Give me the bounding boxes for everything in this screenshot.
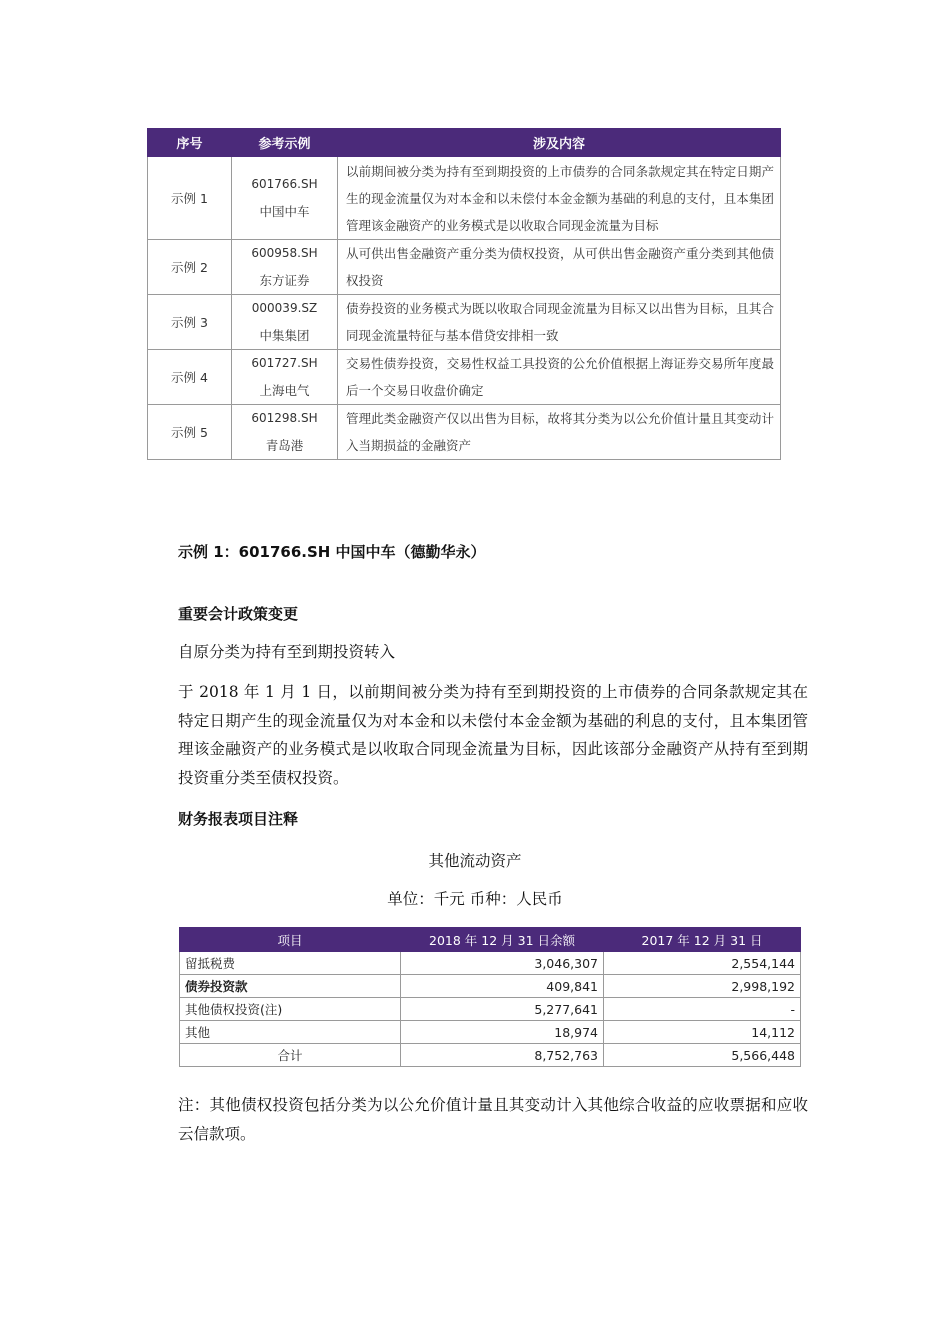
company-name: 青岛港 [265,438,304,453]
example-reference [232,295,338,350]
table-row [180,975,801,998]
stock-code: 601727.SH [251,356,318,370]
table-row-total [180,1044,801,1067]
table-row [148,350,781,405]
value-2017: - [604,998,801,1021]
value-2017: 2,554,144 [604,952,801,975]
example-index: 示例 4 [148,350,232,405]
table-row [148,240,781,295]
item-label: 其他债权投资(注) [180,998,401,1021]
item-label: 合计 [180,1044,401,1067]
value-2018: 18,974 [401,1021,604,1044]
stock-code: 601298.SH [251,411,318,425]
reclass-line: 自原分类为持有至到期投资转入 [178,643,396,661]
item-label: 其他 [180,1021,401,1044]
header-reference: 参考示例 [232,129,338,157]
value-2017: 5,566,448 [604,1044,801,1067]
footnote: 注：其他债权投资包括分类为以公允价值计量且其变动计入其他综合收益的应收票据和应收云信款项。 [178,1096,808,1143]
policy-paragraph: 于 2018 年 1 月 1 日，以前期间被分类为持有至到期投资的上市债券的合同条款规定其在特定日期产生的现金流量仅为对本金和以未偿付本金金额为基础的利息的支付，且本集团管理该金融资产的业务模式是以收取合同现金流量为目标，因此该部分金融资产从持有至到期投资重分类至债权投资。 [178,683,808,787]
example-index: 示例 2 [148,240,232,295]
header-2017: 2017 年 12 月 31 日 [604,928,801,952]
example-index: 示例 3 [148,295,232,350]
value-2017: 14,112 [604,1021,801,1044]
fin-table-title: 其他流动资产 [428,852,522,870]
example-content: 交易性债券投资，交易性权益工具投资的公允价值根据上海证券交易所年度最后一个交易日收盘价确定 [338,350,781,405]
example-reference [232,157,338,240]
example-reference [232,350,338,405]
example-content: 债券投资的业务模式为既以收取合同现金流量为目标又以出售为目标，且其合同现金流量特征与基本借贷安排相一致 [338,295,781,350]
company-name: 上海电气 [259,383,310,398]
example-content: 从可供出售金融资产重分类为债权投资，从可供出售金融资产重分类到其他债权投资 [338,240,781,295]
stock-code: 600958.SH [251,246,318,260]
stock-code: 000039.SZ [251,301,318,315]
value-2018: 3,046,307 [401,952,604,975]
other-current-assets-table [179,927,801,1067]
company-name: 东方证券 [259,273,310,288]
example-content: 管理此类金融资产仅以出售为目标，故将其分类为以公允价值计量且其变动计入当期损益的金融资产 [338,405,781,460]
table-row [180,998,801,1021]
example-index: 示例 5 [148,405,232,460]
value-2018: 8,752,763 [401,1044,604,1067]
example-reference [232,240,338,295]
examples-header-row [148,129,781,157]
header-content: 涉及内容 [338,129,781,157]
policy-heading: 重要会计政策变更 [178,605,299,623]
value-2018: 5,277,641 [401,998,604,1021]
example-index: 示例 1 [148,157,232,240]
table-row [180,1021,801,1044]
company-name: 中集集团 [259,328,310,343]
table-row [148,405,781,460]
header-index: 序号 [148,129,232,157]
notes-heading: 财务报表项目注释 [178,810,299,828]
table-row [180,952,801,975]
value-2018: 409,841 [401,975,604,998]
example-content: 以前期间被分类为持有至到期投资的上市债券的合同条款规定其在特定日期产生的现金流量仅为对本金和以未偿付本金金额为基础的利息的支付，且本集团管理该金融资产的业务模式是以收取合同现金流量为目标 [338,157,781,240]
table-row [148,295,781,350]
section-title: 示例 1：601766.SH 中国中车（德勤华永） [178,543,486,561]
company-name: 中国中车 [259,204,310,219]
stock-code: 601766.SH [251,177,318,191]
header-item: 项目 [180,928,401,952]
fin-header-row [180,928,801,952]
fin-table-unit: 单位：千元 币种：人民币 [387,890,563,908]
examples-table [147,128,781,460]
value-2017: 2,998,192 [604,975,801,998]
item-label: 留抵税费 [180,952,401,975]
header-2018: 2018 年 12 月 31 日余额 [401,928,604,952]
example-reference [232,405,338,460]
item-label: 债券投资款 [180,975,401,998]
table-row [148,157,781,240]
